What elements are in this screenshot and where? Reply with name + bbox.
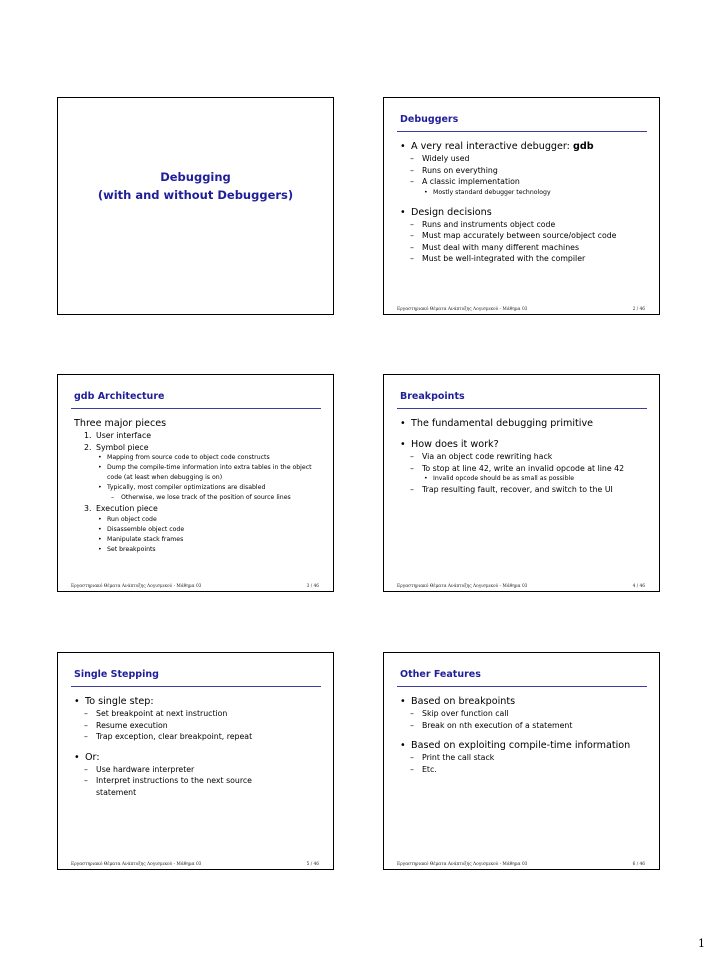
- sub-item: [398, 708, 651, 720]
- bullet-marker: –: [84, 732, 88, 741]
- spacer: [398, 731, 651, 739]
- bullet-text: Disassemble object code: [107, 525, 185, 533]
- slide-title: Debuggers: [400, 114, 459, 125]
- bullet-text: Or:: [85, 751, 100, 763]
- bullet-text: Skip over function call: [422, 709, 509, 718]
- bullet-text: Must deal with many different machines: [422, 242, 580, 252]
- cover-title-line: (with and without Debuggers): [97, 188, 294, 202]
- slide-title: Single Stepping: [74, 669, 159, 680]
- bullet-item: [398, 206, 651, 219]
- bullet-marker: •: [98, 454, 102, 461]
- bullet-marker: –: [410, 154, 414, 163]
- bullet-text: Based on exploiting compile-time information: [411, 740, 631, 751]
- bullet-text: Interpret instructions to the next source statement: [96, 776, 252, 797]
- bullet-marker: –: [84, 720, 88, 730]
- title-rule: [397, 408, 647, 409]
- slide-page-number: 2 / 46: [632, 307, 645, 312]
- bullet-text: To single step:: [85, 696, 154, 707]
- slide-page-number: 3 / 46: [306, 584, 319, 589]
- slide-2: [383, 97, 660, 315]
- sub-item: [398, 463, 651, 475]
- bullet-marker: –: [410, 219, 414, 229]
- spacer: [398, 430, 651, 438]
- bullet-marker: –: [111, 494, 115, 501]
- bullet-text: Trap exception, clear breakpoint, repeat: [96, 732, 253, 741]
- bullet-item: [398, 739, 651, 752]
- bullet-text: Must be well-integrated with the compiler: [422, 254, 586, 263]
- sub-item: [398, 764, 651, 776]
- bullet-text-bold: gdb: [572, 141, 594, 152]
- bullet-marker: •: [98, 545, 102, 553]
- bullet-marker: –: [410, 231, 414, 240]
- bullet-text: Otherwise, we lose track of the position of source lines: [121, 494, 291, 501]
- bullet-text: Runs and instruments object code: [422, 219, 556, 229]
- bullet-item: [72, 751, 325, 764]
- bullet-marker: •: [400, 418, 406, 429]
- sub-sub-item: [72, 535, 325, 545]
- bullet-marker: •: [400, 696, 406, 707]
- spacer: [398, 198, 651, 206]
- bullet-text: Trap resulting fault, recover, and switch to the UI: [422, 485, 613, 494]
- bullet-marker: –: [410, 709, 414, 718]
- sub-sub-item: [72, 463, 325, 483]
- bullet-marker: •: [74, 751, 80, 763]
- bullet-marker: •: [74, 696, 80, 707]
- sub-item: [72, 764, 325, 776]
- bullet-text: User interface: [96, 431, 152, 440]
- sub-sub-item: [72, 453, 325, 463]
- title-rule: [397, 686, 647, 687]
- bullet-item: [398, 438, 651, 451]
- bullet-marker: •: [424, 188, 428, 196]
- slide-5: [57, 652, 334, 870]
- numbered-item: [72, 442, 325, 454]
- bullet-text: Print the call stack: [422, 753, 495, 762]
- slide-body: [398, 695, 651, 775]
- bullet-item: [72, 417, 325, 430]
- bullet-text: Based on breakpoints: [411, 696, 516, 707]
- bullet-text: A very real interactive debugger:: [411, 141, 573, 152]
- sub-sub-sub-item: [72, 493, 325, 503]
- slide-1: [57, 97, 334, 315]
- sub-item: [398, 176, 651, 188]
- bullet-item: [398, 140, 651, 153]
- slide-body: [398, 140, 651, 265]
- slide-3: [57, 374, 334, 592]
- bullet-text: Runs on everything: [422, 165, 498, 175]
- bullet-marker: 3.: [84, 504, 92, 513]
- bullet-marker: –: [410, 463, 414, 473]
- bullet-text: The fundamental debugging primitive: [411, 418, 594, 429]
- bullet-item: [398, 695, 651, 708]
- slide-6: [383, 652, 660, 870]
- bullet-marker: –: [410, 764, 414, 774]
- numbered-item: [72, 503, 325, 515]
- bullet-marker: –: [410, 177, 414, 186]
- bullet-text: Typically, most compiler optimizations are disabled: [107, 484, 266, 491]
- bullet-marker: –: [410, 485, 414, 494]
- cover-title-line: Debugging: [160, 170, 231, 184]
- bullet-marker: –: [410, 753, 414, 762]
- bullet-text: Set breakpoints: [107, 545, 156, 553]
- bullet-text: Design decisions: [411, 206, 492, 218]
- bullet-marker: •: [98, 484, 102, 491]
- bullet-marker: •: [400, 206, 406, 218]
- bullet-marker: –: [410, 720, 414, 730]
- sub-item: [398, 153, 651, 165]
- bullet-text: Symbol piece: [96, 442, 149, 452]
- bullet-text: Use hardware interpreter: [96, 764, 195, 774]
- sub-sub-item: [72, 483, 325, 493]
- slide-title: Breakpoints: [400, 391, 465, 402]
- sub-sub-item: [72, 525, 325, 535]
- sub-item: [398, 451, 651, 463]
- slide-4: [383, 374, 660, 592]
- sub-item: [398, 752, 651, 764]
- bullet-text: Break on nth execution of a statement: [422, 720, 573, 730]
- bullet-text: A classic implementation: [422, 177, 520, 186]
- bullet-text: To stop at line 42, write an invalid opcode at line 42: [422, 463, 625, 473]
- slide-footer: [397, 307, 645, 313]
- sub-item: [398, 242, 651, 254]
- slide-footer: [397, 584, 645, 590]
- sub-sub-item: [398, 188, 651, 198]
- slide-footer: [71, 584, 319, 590]
- slide-page-number: 6 / 46: [632, 862, 645, 867]
- slide-page-number: 4 / 46: [632, 584, 645, 589]
- bullet-text: Mostly standard debugger technology: [433, 188, 551, 196]
- bullet-text: Execution piece: [96, 504, 158, 513]
- footer-text: Εργαστηριακό Θέματα Ανάπτυξης Λογισμικού - Μάθημα 03: [71, 862, 202, 867]
- slide-title: gdb Architecture: [74, 391, 165, 402]
- slide-body: [398, 417, 651, 496]
- bullet-marker: –: [84, 764, 88, 774]
- slide-footer: [71, 862, 319, 868]
- slide-title: Other Features: [400, 669, 481, 680]
- sub-item: [72, 775, 325, 798]
- bullet-marker: 1.: [84, 431, 92, 440]
- bullet-text: Widely used: [422, 154, 470, 163]
- bullet-item: [72, 695, 325, 708]
- slide-body: [72, 695, 325, 798]
- slide-page-number: 5 / 46: [306, 862, 319, 867]
- sub-sub-item: [72, 515, 325, 525]
- sub-item: [398, 165, 651, 177]
- bullet-text: Invalid opcode should be as small as possible: [433, 475, 575, 482]
- bullet-text: Manipulate stack frames: [107, 535, 184, 543]
- bullet-marker: •: [98, 535, 102, 543]
- bullet-marker: •: [98, 464, 102, 471]
- sub-item: [398, 230, 651, 242]
- slide-body: [72, 417, 325, 555]
- footer-text: Εργαστηριακό Θέματα Ανάπτυξης Λογισμικού - Μάθημα 03: [397, 584, 528, 589]
- bullet-text: Mapping from source code to object code constructs: [107, 454, 270, 461]
- title-rule: [71, 686, 321, 687]
- bullet-marker: •: [400, 740, 406, 751]
- bullet-text: Resume execution: [96, 720, 168, 730]
- sub-sub-item: [72, 545, 325, 555]
- bullet-item: [398, 417, 651, 430]
- bullet-text: Etc.: [422, 764, 437, 774]
- title-rule: [71, 408, 321, 409]
- slide-footer: [397, 862, 645, 868]
- footer-text: Εργαστηριακό Θέματα Ανάπτυξης Λογισμικού - Μάθημα 03: [397, 862, 528, 867]
- bullet-marker: •: [98, 525, 102, 533]
- title-rule: [397, 131, 647, 132]
- bullet-marker: •: [98, 515, 102, 523]
- sub-item: [72, 720, 325, 732]
- footer-text: Εργαστηριακό Θέματα Ανάπτυξης Λογισμικού - Μάθημα 03: [397, 307, 528, 312]
- sub-item: [398, 219, 651, 231]
- bullet-marker: •: [400, 439, 406, 450]
- bullet-marker: –: [84, 776, 88, 785]
- bullet-text: Three major pieces: [74, 418, 167, 429]
- sub-sub-item: [398, 474, 651, 484]
- sub-item: [72, 731, 325, 743]
- bullet-text: Set breakpoint at next instruction: [96, 709, 228, 718]
- numbered-item: [72, 430, 325, 442]
- bullet-marker: –: [410, 165, 414, 175]
- spacer: [72, 743, 325, 751]
- sub-item: [72, 708, 325, 720]
- bullet-marker: –: [410, 242, 414, 252]
- bullet-text: Dump the compile-time information into extra tables in the object code (at least when debugging is on): [107, 464, 312, 481]
- cover-title: [58, 168, 333, 204]
- bullet-marker: –: [410, 452, 414, 461]
- bullet-marker: •: [424, 475, 428, 482]
- page-number: 1: [698, 937, 705, 950]
- bullet-marker: –: [410, 254, 414, 263]
- footer-text: Εργαστηριακό Θέματα Ανάπτυξης Λογισμικού - Μάθημα 03: [71, 584, 202, 589]
- bullet-text: How does it work?: [411, 439, 499, 450]
- bullet-marker: 2.: [84, 442, 92, 452]
- bullet-marker: •: [400, 141, 406, 152]
- sub-item: [398, 253, 651, 265]
- bullet-text: Via an object code rewriting hack: [422, 452, 553, 461]
- bullet-marker: –: [84, 709, 88, 718]
- bullet-text: Must map accurately between source/object code: [422, 231, 617, 240]
- sub-item: [398, 720, 651, 732]
- bullet-text: Run object code: [107, 515, 157, 523]
- sub-item: [398, 484, 651, 496]
